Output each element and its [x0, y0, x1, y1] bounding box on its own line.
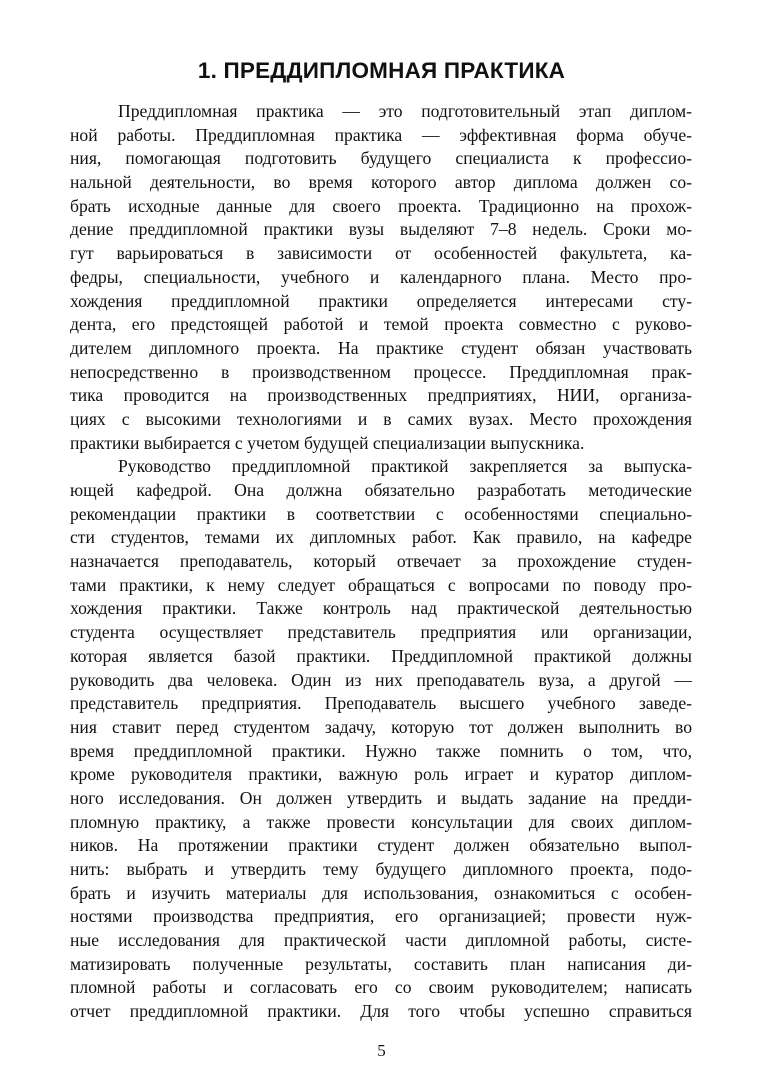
text-line: дителем дипломного проекта. На практике студент обязан участвовать — [70, 337, 692, 358]
text-line: гут варьироваться в зависимости от особенностей факультета, ка- — [70, 243, 692, 264]
text-line: которая является базой практики. Преддипломной практикой должны — [70, 645, 692, 666]
text-line: отчет преддипломной практики. Для того чтобы успешно справиться — [70, 1001, 692, 1022]
text-line: дение преддипломной практики вузы выделяют 7–8 недель. Сроки мо- — [70, 219, 692, 240]
text-line: нить: выбрать и утвердить тему будущего дипломного проекта, подо- — [70, 859, 692, 879]
text-line: практики выбирается с учетом будущей специализации выпускника. — [70, 432, 585, 453]
text-line: нальной деятельности, во время которого автор диплома должен со- — [70, 172, 692, 193]
body-text — [70, 100, 692, 1024]
text-line: тами практики, к нему следует обращаться с вопросами по поводу про- — [70, 574, 692, 595]
text-line: матизировать полученные результаты, составить план написания ди- — [70, 953, 692, 974]
text-line: дента, его предстоящей работой и темой проекта совместно с руково- — [70, 314, 692, 335]
text-line: ной работы. Преддипломная практика — эффективная форма обуче- — [70, 124, 692, 145]
text-line: федры, специальности, учебного и календарного плана. Место про- — [70, 266, 692, 287]
text-line: ностями производства предприятия, его организацией; провести нуж- — [70, 906, 692, 927]
text-line: ные исследования для практической части дипломной работы, систе- — [70, 930, 692, 951]
text-line: пломной работы и согласовать его со своим руководителем; написать — [70, 977, 692, 998]
text-line: непосредственно в производственном процессе. Преддипломная прак- — [70, 361, 692, 382]
text-line: ного исследования. Он должен утвердить и выдать задание на предди- — [70, 787, 692, 808]
text-line: назначается преподаватель, который отвечает за прохождение студен- — [70, 551, 692, 572]
text-line: ников. На протяжении практики студент должен обязательно выпол- — [70, 835, 692, 856]
text-line: представитель предприятия. Преподаватель высшего учебного заведе- — [70, 693, 692, 714]
text-line: тика проводится на производственных предприятиях, НИИ, организа- — [70, 385, 692, 406]
page-number: 5 — [377, 1041, 386, 1060]
text-line: ния, помогающая подготовить будущего специалиста к профессио- — [70, 148, 692, 169]
paragraph — [70, 455, 692, 1024]
text-line: ния ставит перед студентом задачу, которую тот должен выполнить во — [70, 716, 692, 737]
text-line: хождения преддипломной практики определяется интересами сту- — [70, 290, 692, 311]
text-line: рекомендации практики в соответствии с особенностями специально- — [70, 503, 692, 524]
text-line: время преддипломной практики. Нужно также помнить о том, что, — [70, 740, 692, 761]
text-line: Руководство преддипломной практикой закрепляется за выпуска- — [118, 456, 692, 477]
paragraph — [70, 100, 692, 455]
text-line: циях с высокими технологиями и в самих вузах. Место прохождения — [70, 408, 692, 429]
text-line: брать и изучить материалы для использования, ознакомиться с особен- — [70, 882, 692, 903]
text-line: пломную практику, а также провести консультации для своих диплом- — [70, 811, 692, 832]
text-line: Преддипломная практика — это подготовительный этап диплом- — [118, 101, 692, 121]
text-line: брать исходные данные для своего проекта. Традиционно на прохож- — [70, 195, 692, 216]
text-line: студента осуществляет представитель предприятия или организации, — [70, 622, 692, 643]
text-line: руководить два человека. Один из них преподаватель вуза, а другой — — [70, 669, 692, 690]
text-line: сти студентов, темами их дипломных работ. Как правило, на кафедре — [70, 527, 692, 548]
text-line: хождения практики. Также контроль над практической деятельностью — [70, 598, 692, 619]
text-line: ющей кафедрой. Она должна обязательно разработать методические — [70, 480, 692, 500]
text-line: кроме руководителя практики, важную роль играет и куратор диплом- — [70, 764, 692, 785]
chapter-title: 1. ПРЕДДИПЛОМНАЯ ПРАКТИКА — [197, 58, 566, 83]
